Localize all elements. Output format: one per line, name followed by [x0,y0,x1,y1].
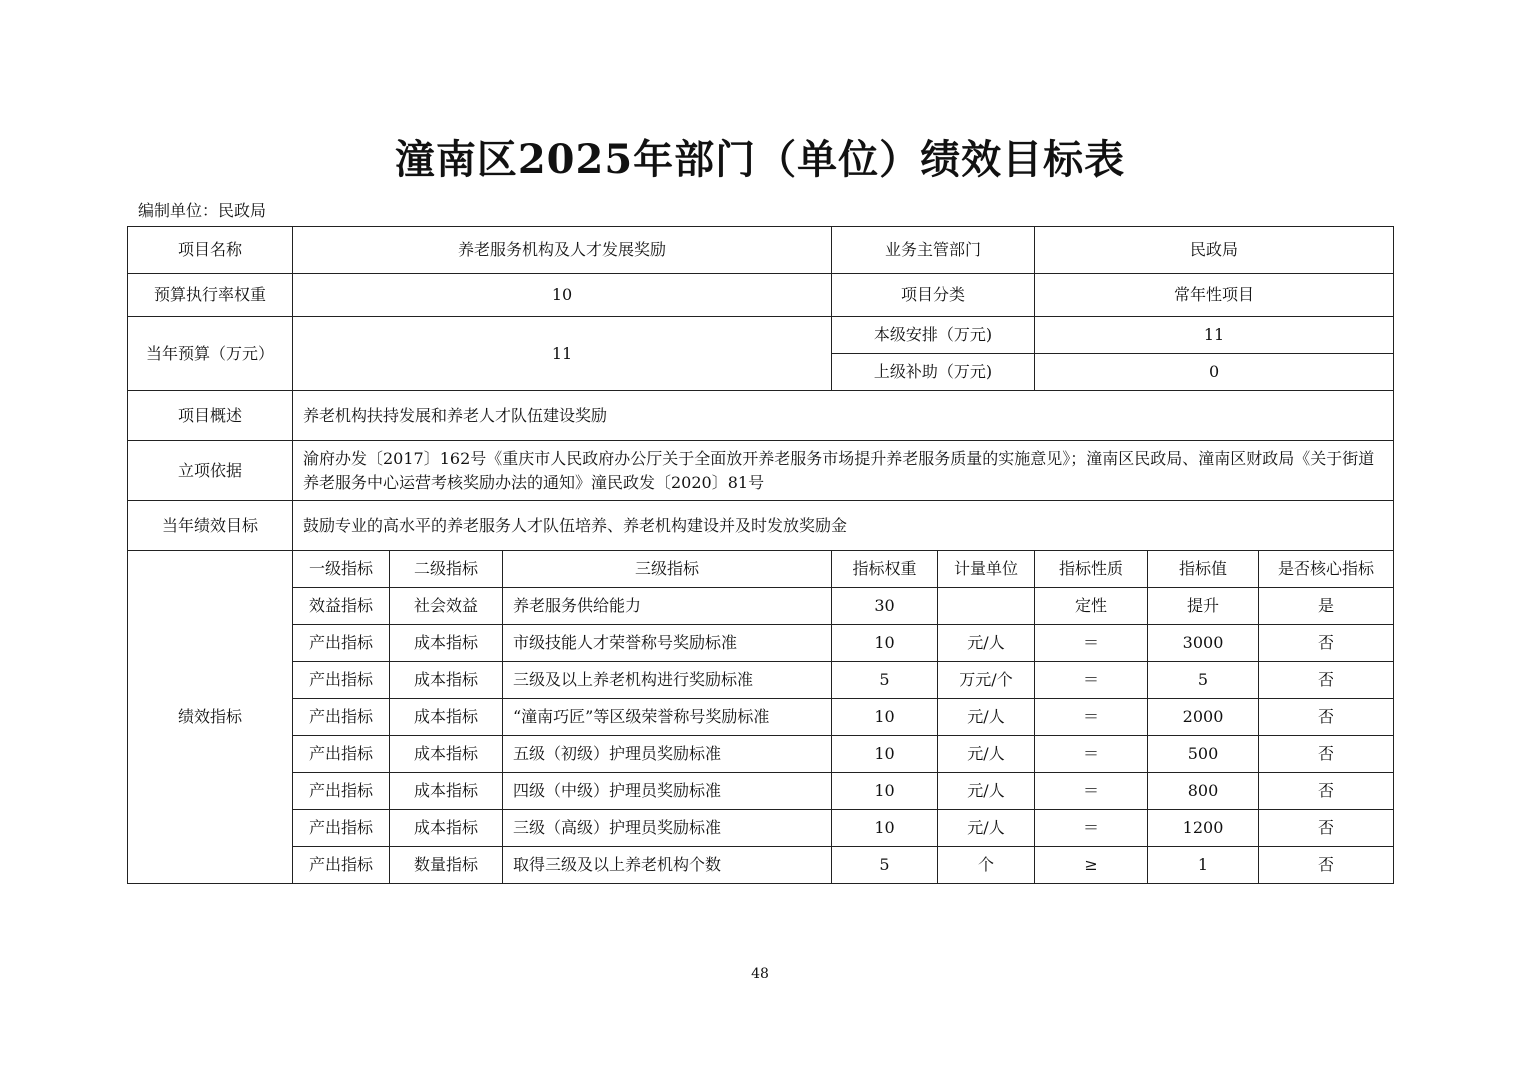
nature: 定性 [1035,588,1148,625]
table-row [128,662,1394,699]
core: 否 [1259,662,1394,699]
level3: 取得三级及以上养老机构个数 [503,847,832,884]
header-value: 指标值 [1148,551,1259,588]
basis-value: 渝府办发〔2017〕162号《重庆市人民政府办公厅关于全面放开养老服务市场提升养老服务质量的实施意见》；潼南区民政局、潼南区财政局《关于街道养老服务中心运营考核奖励办法的通知》潼民政发〔2020〕81号 [293,441,1394,501]
budget-value: 11 [293,317,832,391]
upper-funding-label: 上级补助（万元) [832,354,1035,391]
level3: 三级及以上养老机构进行奖励标准 [503,662,832,699]
level3: 养老服务供给能力 [503,588,832,625]
level1: 产出指标 [293,773,390,810]
level2: 成本指标 [390,810,503,847]
indicators-label: 绩效指标 [128,551,293,884]
unit [938,588,1035,625]
category-value: 常年性项目 [1035,274,1394,317]
performance-target-table [127,226,1394,884]
level2: 成本指标 [390,773,503,810]
project-name-value: 养老服务机构及人才发展奖励 [293,227,832,274]
table-row [128,625,1394,662]
header-weight: 指标权重 [832,551,938,588]
unit: 元/人 [938,773,1035,810]
level2: 社会效益 [390,588,503,625]
level2: 数量指标 [390,847,503,884]
nature: ＝ [1035,773,1148,810]
core: 否 [1259,847,1394,884]
nature: ＝ [1035,810,1148,847]
nature: ＝ [1035,662,1148,699]
header-core: 是否核心指标 [1259,551,1394,588]
header-level2: 二级指标 [390,551,503,588]
level1: 产出指标 [293,662,390,699]
upper-funding-value: 0 [1035,354,1394,391]
level3: 三级（高级）护理员奖励标准 [503,810,832,847]
page-title: 潼南区2025年部门（单位）绩效目标表 [394,136,1126,183]
value: 2000 [1148,699,1259,736]
unit: 万元/个 [938,662,1035,699]
value: 1 [1148,847,1259,884]
nature: ＝ [1035,736,1148,773]
unit: 元/人 [938,736,1035,773]
level1: 产出指标 [293,847,390,884]
level1: 产出指标 [293,625,390,662]
header-level1: 一级指标 [293,551,390,588]
level1: 产出指标 [293,810,390,847]
level2: 成本指标 [390,699,503,736]
weight: 5 [832,847,938,884]
level1: 产出指标 [293,736,390,773]
local-funding-label: 本级安排（万元) [832,317,1035,354]
nature: ＝ [1035,699,1148,736]
page-number: 48 [751,966,769,982]
dept-label: 业务主管部门 [832,227,1035,274]
weight: 30 [832,588,938,625]
unit: 元/人 [938,625,1035,662]
table-row [128,736,1394,773]
nature: ＝ [1035,625,1148,662]
dept-value: 民政局 [1035,227,1394,274]
category-label: 项目分类 [832,274,1035,317]
level3: 四级（中级）护理员奖励标准 [503,773,832,810]
weight: 5 [832,662,938,699]
value: 800 [1148,773,1259,810]
header-nature: 指标性质 [1035,551,1148,588]
core: 是 [1259,588,1394,625]
weight: 10 [832,699,938,736]
level1: 效益指标 [293,588,390,625]
level2: 成本指标 [390,736,503,773]
local-funding-value: 11 [1035,317,1394,354]
weight: 10 [832,625,938,662]
value: 500 [1148,736,1259,773]
overview-label: 项目概述 [128,391,293,441]
level3: 五级（初级）护理员奖励标准 [503,736,832,773]
basis-label: 立项依据 [128,441,293,501]
core: 否 [1259,699,1394,736]
budget-rate-label: 预算执行率权重 [128,274,293,317]
value: 5 [1148,662,1259,699]
level1: 产出指标 [293,699,390,736]
unit: 元/人 [938,810,1035,847]
budget-label: 当年预算（万元） [128,317,293,391]
compiling-unit: 编制单位：民政局 [138,201,267,220]
value: 3000 [1148,625,1259,662]
table-row [128,847,1394,884]
value: 提升 [1148,588,1259,625]
level2: 成本指标 [390,625,503,662]
unit: 个 [938,847,1035,884]
weight: 10 [832,810,938,847]
overview-value: 养老机构扶持发展和养老人才队伍建设奖励 [293,391,1394,441]
header-unit: 计量单位 [938,551,1035,588]
unit: 元/人 [938,699,1035,736]
table-row [128,699,1394,736]
table-row [128,588,1394,625]
core: 否 [1259,736,1394,773]
core: 否 [1259,773,1394,810]
value: 1200 [1148,810,1259,847]
header-level3: 三级指标 [503,551,832,588]
project-name-label: 项目名称 [128,227,293,274]
weight: 10 [832,773,938,810]
table-row [128,773,1394,810]
core: 否 [1259,625,1394,662]
level3: 市级技能人才荣誉称号奖励标准 [503,625,832,662]
goal-value: 鼓励专业的高水平的养老服务人才队伍培养、养老机构建设并及时发放奖励金 [293,501,1394,551]
level3: “潼南巧匠”等区级荣誉称号奖励标准 [503,699,832,736]
level2: 成本指标 [390,662,503,699]
goal-label: 当年绩效目标 [128,501,293,551]
core: 否 [1259,810,1394,847]
table-row [128,810,1394,847]
nature: ≥ [1035,847,1148,884]
budget-rate-value: 10 [293,274,832,317]
weight: 10 [832,736,938,773]
